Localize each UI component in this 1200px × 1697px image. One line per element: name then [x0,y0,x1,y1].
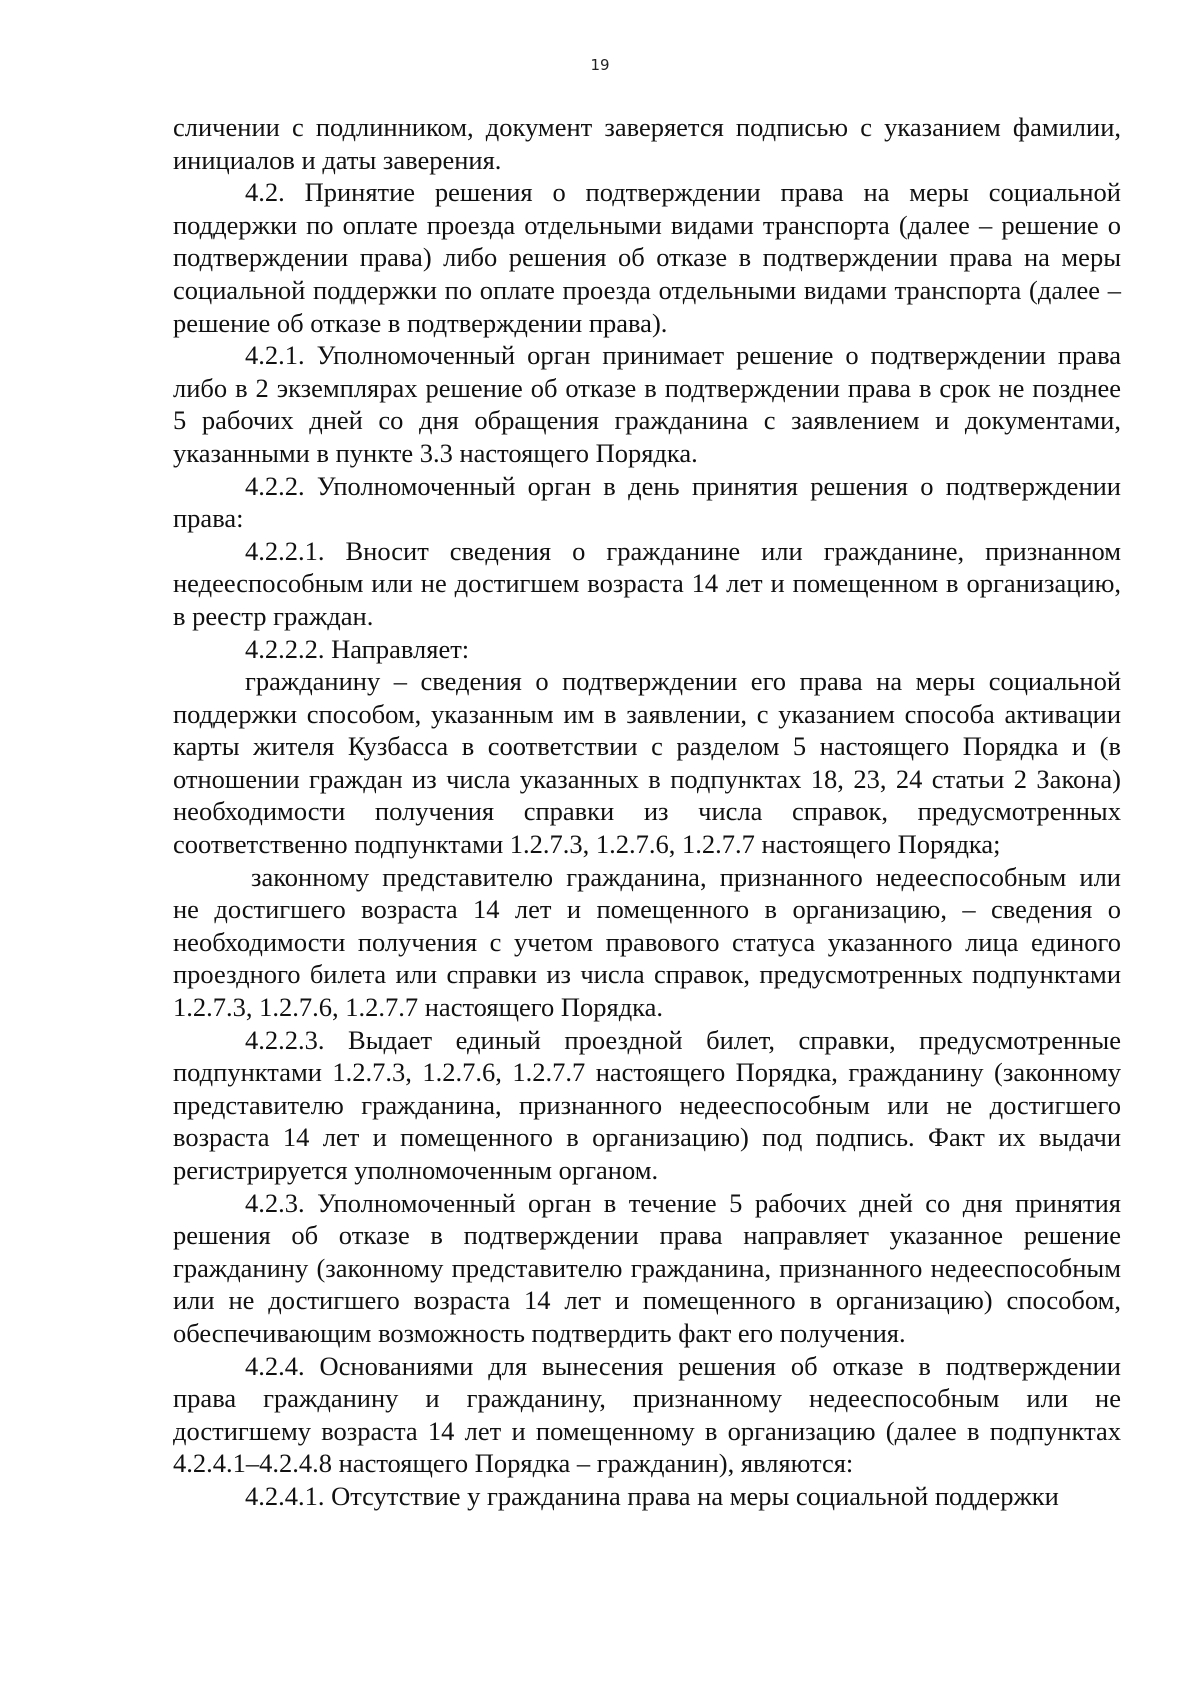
document-body [173,111,1121,1513]
paragraph-4-2-3: 4.2.3. Уполномоченный орган в течение 5 рабочих дней со дня принятия решения об отказе в подтверждении права направляет указанное решение гражданину (законному представителю гражданина, признанного недееспособным или не достигшего возраста 14 лет и помещенного в организацию) способом, обеспечивающим возможность подтвердить факт его получения. [173,1187,1121,1348]
paragraph-4-2-2: 4.2.2. Уполномоченный орган в день принятия решения о подтверждении права: [173,470,1121,534]
paragraph-4-2-2-2: 4.2.2.2. Направляет: [245,633,470,664]
paragraph-4-2: 4.2. Принятие решения о подтверждении права на меры социальной поддержки по оплате проезда отдельными видами транспорта (далее – решение о подтверждении права) либо решения об отказе в подтверждении права на меры социальной поддержки по оплате проезда отдельными видами транспорта (далее – решение об отказе в подтверждении права). [173,177,1121,338]
page-number: 19 [590,56,610,74]
paragraph-continuation: сличении с подлинником, документ заверяется подписью с указанием фамилии, инициалов и даты заверения. [173,112,1121,175]
paragraph-to-legal-representative: законному представителю гражданина, признанного недееспособным или не достигшего возраста 14 лет и помещенного в организацию, – сведения о необходимости получения с учетом правового статуса указанного лица единого проездного билета или справки из числа справок, предусмотренных подпунктами 1.2.7.3, 1.2.7.6, 1.2.7.7 настоящего Порядка. [173,861,1121,1023]
paragraph-to-citizen: гражданину – сведения о подтверждении его права на меры социальной поддержки способом, указанным им в заявлении, с указанием способа активации карты жителя Кузбасса в соответствии с разделом 5 настоящего Порядка и (в отношении граждан из числа указанных в подпунктах 18, 23, 24 статьи 2 Закона) необходимости получения справки из числа справок, предусмотренных соответственно подпунктами 1.2.7.3, 1.2.7.6, 1.2.7.7 настоящего Порядка; [173,666,1121,860]
paragraph-4-2-2-1: 4.2.2.1. Вносит сведения о гражданине или гражданине, признанном недееспособным или не достигшем возраста 14 лет и помещенном в организацию, в реестр граждан. [173,535,1121,631]
paragraph-4-2-2-3: 4.2.2.3. Выдает единый проездной билет, справки, предусмотренные подпунктами 1.2.7.3, 1.2.7.6, 1.2.7.7 настоящего Порядка, гражданину (законному представителю гражданина, признанного недееспособным или не достигшего возраста 14 лет и помещенного в организацию) под подпись. Факт их выдачи регистрируется уполномоченным органом. [173,1024,1121,1185]
paragraph-4-2-1: 4.2.1. Уполномоченный орган принимает решение о подтверждении права либо в 2 экземплярах решение об отказе в подтверждении права в срок не позднее 5 рабочих дней со дня обращения гражданина с заявлением и документами, указанными в пункте 3.3 настоящего Порядка. [173,340,1121,468]
paragraph-4-2-4: 4.2.4. Основаниями для вынесения решения об отказе в подтверждении права гражданину и гражданину, признанному недееспособным или не достигшему возраста 14 лет и помещенному в организацию (далее в подпунктах 4.2.4.1–4.2.4.8 настоящего Порядка – гражданин), являются: [173,1350,1121,1479]
paragraph-4-2-4-1: 4.2.4.1. Отсутствие у гражданина права на меры социальной поддержки [245,1480,1059,1511]
